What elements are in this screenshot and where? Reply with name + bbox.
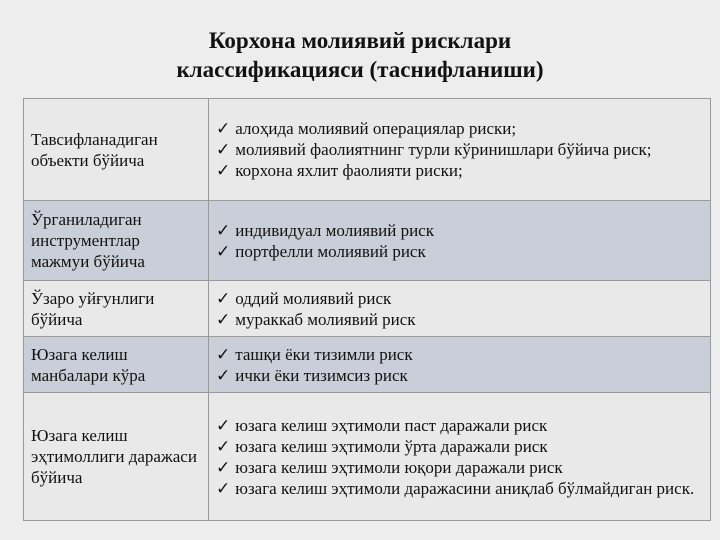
table-row — [24, 393, 711, 521]
checkmark-icon: ✓ — [216, 288, 231, 308]
row-items — [209, 337, 711, 393]
checkmark-icon: ✓ — [216, 161, 231, 180]
checkmark-icon: ✓ — [216, 140, 231, 159]
row-category-label: Юзага келиш манбалари кўра — [31, 344, 146, 385]
row-category-label: Ўрганиладиган инструментлар мажмуи бўйича — [31, 210, 145, 271]
list-item: ✓ юзага келиш эҳтимоли даражасини аниқлаб бўлмайдиган риск. — [216, 478, 695, 498]
list-item: ✓ юзага келиш эҳтимоли ўрта даражали риск — [216, 436, 548, 456]
list-item: ✓ портфелли молиявий риск — [216, 241, 426, 261]
checkmark-icon: ✓ — [216, 241, 231, 261]
table-row — [24, 201, 711, 281]
checkmark-icon: ✓ — [216, 478, 231, 498]
checkmark-icon: ✓ — [216, 365, 231, 385]
list-item: ✓ мураккаб молиявий риск — [216, 309, 416, 329]
row-items — [209, 99, 711, 201]
checkmark-icon: ✓ — [216, 436, 231, 456]
list-item: ✓ молиявий фаолиятнинг турли кўринишлари бўйича риск; — [216, 140, 652, 159]
row-items — [209, 201, 711, 281]
checkmark-icon: ✓ — [216, 344, 231, 364]
checkmark-icon: ✓ — [216, 220, 231, 240]
checkmark-icon: ✓ — [216, 457, 231, 477]
row-category — [24, 99, 209, 201]
row-category — [24, 393, 209, 521]
list-item: ✓ юзага келиш эҳтимоли паст даражали риск — [216, 415, 548, 435]
slide-title-line-2: классификацияси (таснифланиши) — [176, 57, 544, 82]
checkmark-icon: ✓ — [216, 119, 231, 138]
list-item: ✓ корхона яхлит фаолияти риски; — [216, 161, 463, 180]
checkmark-icon: ✓ — [216, 415, 231, 435]
row-category-label: Тавсифланадиган объекти бўйича — [31, 129, 158, 170]
table-row — [24, 99, 711, 201]
list-item: ✓ ички ёки тизимсиз риск — [216, 365, 408, 385]
list-item: ✓ ташқи ёки тизимли риск — [216, 344, 413, 364]
row-items — [209, 281, 711, 337]
slide-title-line-1: Корхона молиявий рисклари — [208, 28, 512, 53]
row-items — [209, 393, 711, 521]
list-item: ✓ юзага келиш эҳтимоли юқори даражали риск — [216, 457, 563, 477]
row-category — [24, 281, 209, 337]
row-category-label: Юзага келиш эҳтимоллиги даражаси бўйича — [31, 426, 197, 487]
list-item: ✓ индивидуал молиявий риск — [216, 220, 434, 240]
row-category — [24, 337, 209, 393]
row-category-label: Ўзаро уйғунлиги бўйича — [31, 288, 155, 329]
list-item: ✓ оддий молиявий риск — [216, 288, 392, 308]
list-item: ✓ алоҳида молиявий операциялар риски; — [216, 119, 517, 138]
row-category — [24, 201, 209, 281]
checkmark-icon: ✓ — [216, 309, 231, 329]
slide-title — [0, 26, 720, 84]
risk-classification-table — [23, 98, 711, 521]
table-row — [24, 281, 711, 337]
table-row — [24, 337, 711, 393]
